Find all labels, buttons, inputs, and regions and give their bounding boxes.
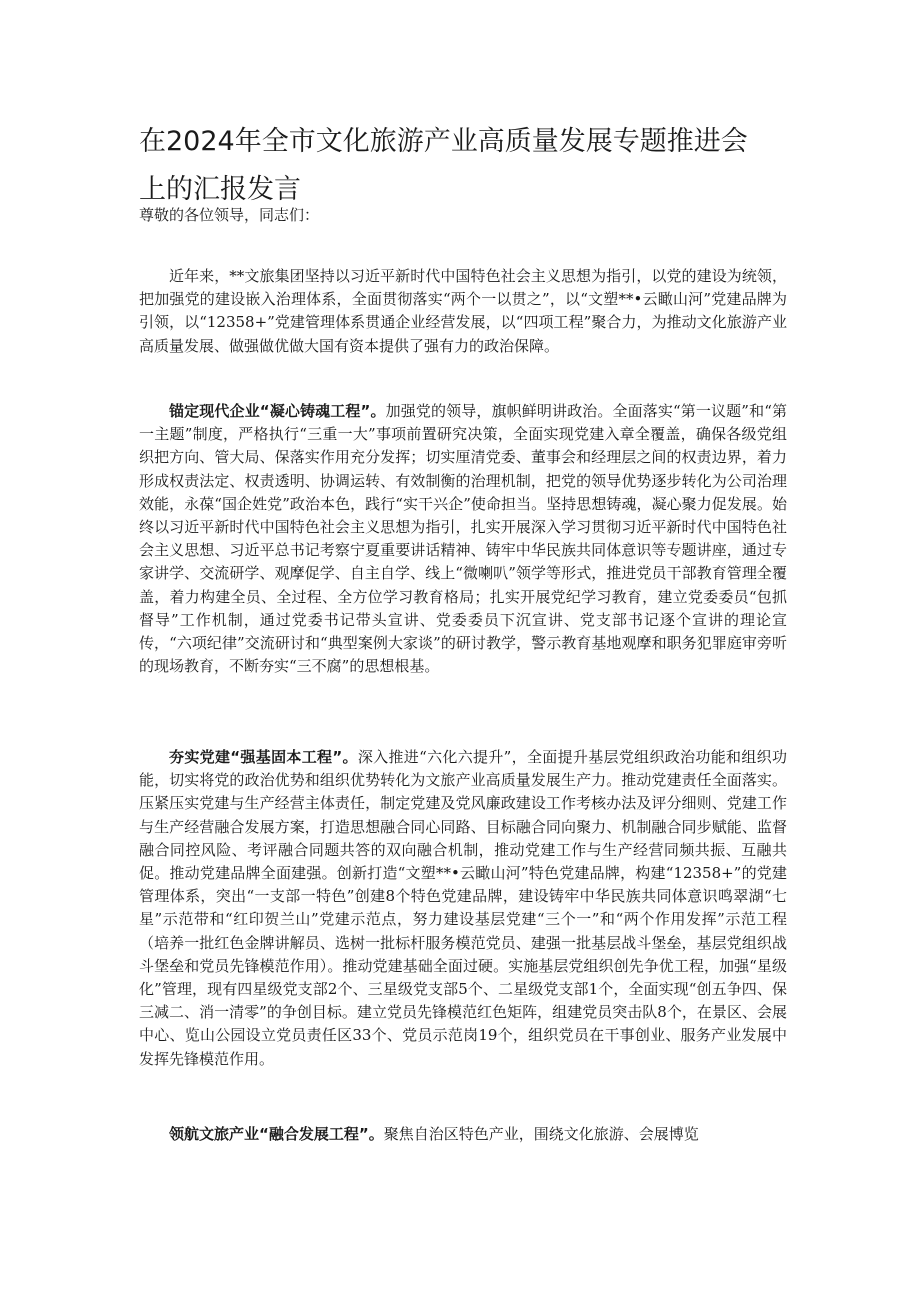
section-heading: 夯实党建“强基固本工程”。 xyxy=(169,748,358,766)
paragraph-body: 深入推进“六化六提升”，全面提升基层党组织政治功能和组织功能，切实将党的政治优势和组织优势转化为文旅产业高质量发展生产力。推动党建责任全面落实。压紧压实党建与生产经营主体责任，制定党建及党风廉政建设工作考核办法及评分细则、党建工作与生产经营融合发展方案，打造思想融合同心同路、目标融合同向聚力、机制融合同步赋能、监督融合同控风险、考评融合同题共答的双向融合机制，推动党建工作与生产经营同频共振、互融共促。推动党建品牌全面建强。创新打造“文塑**•云瞰山河”特色党建品牌，构建“12358+”的党建管理体系，突出“一支部一特色”创建8个特色党建品牌，建设铸牢中华民族共同体意识鸣翠湖“七星”示范带和“红印贺兰山”党建示范点，努力建设基层党建“三个一”和“两个作用发挥”示范工程（培养一批红色金牌讲解员、选树一批标杆服务模范党员、建强一批基层战斗堡垒，基层党组织战斗堡垒和党员先锋模范作用）。推动党建基础全面过硬。实施基层党组织创先争优工程，加强“星级化”管理，现有四星级党支部2个、三星级党支部5个、二星级党支部1个，全面实现“创五争四、保三减二、消一清零”的争创目标。建立党员先锋模范红色矩阵，组建党员突击队8个，在景区、会展中心、览山公园设立党员责任区33个、党员示范岗19个，组织党员在干事创业、服务产业发展中发挥先锋模范作用。 xyxy=(139,748,788,1068)
paragraph-section-2 xyxy=(139,746,787,1071)
salutation: 尊敬的各位领导，同志们： xyxy=(139,206,320,224)
paragraph-body: 聚焦自治区特色产业，围绕文化旅游、会展博览 xyxy=(383,1125,699,1143)
paragraph-section-3 xyxy=(139,1123,787,1146)
title-line-1: 在2024年全市文化旅游产业高质量发展专题推进会 xyxy=(139,126,748,157)
section-heading: 锚定现代企业“凝心铸魂工程”。 xyxy=(169,402,386,420)
section-heading: 领航文旅产业“融合发展工程”。 xyxy=(169,1125,384,1143)
paragraph-intro xyxy=(139,265,787,358)
document-title xyxy=(139,118,799,214)
paragraph-body: 近年来，**文旅集团坚持以习近平新时代中国特色社会主义思想为指引，以党的建设为统领，把加强党的建设嵌入治理体系，全面贯彻落实“两个一以贯之”，以“文塑**•云瞰山河”党建品牌为引领，以“12358+”党建管理体系贯通企业经营发展，以“四项工程”聚合力，为推动文化旅游产业高质量发展、做强做优做大国有资本提供了强有力的政治保障。 xyxy=(139,267,787,355)
paragraph-body: 加强党的领导，旗帜鲜明讲政治。全面落实“第一议题”和“第一主题”制度，严格执行“三重一大”事项前置研究决策，全面实现党建入章全覆盖，确保各级党组织把方向、管大局、保落实作用充分发挥；切实厘清党委、董事会和经理层之间的权责边界，着力形成权责法定、权责透明、协调运转、有效制衡的治理机制，把党的领导优势逐步转化为公司治理效能，永葆“国企姓党”政治本色，践行“实干兴企”使命担当。坚持思想铸魂，凝心聚力促发展。始终以习近平新时代中国特色社会主义思想为指引，扎实开展深入学习贯彻习近平新时代中国特色社会主义思想、习近平总书记考察宁夏重要讲话精神、铸牢中华民族共同体意识等专题讲座，通过专家讲学、交流研学、观摩促学、自主自学、线上“微喇叭”领学等形式，推进党员干部教育管理全覆盖，着力构建全员、全过程、全方位学习教育格局；扎实开展党纪学习教育，建立党委委员“包抓督导”工作机制，通过党委书记带头宣讲、党委委员下沉宣讲、党支部书记逐个宣讲的理论宣传，“六项纪律”交流研讨和“典型案例大家谈”的研讨教学，警示教育基地观摩和职务犯罪庭审旁听的现场教育，不断夯实“三不腐”的思想根基。 xyxy=(139,402,788,676)
paragraph-section-1 xyxy=(139,400,787,678)
title-line-2: 上的汇报发言 xyxy=(139,174,301,205)
